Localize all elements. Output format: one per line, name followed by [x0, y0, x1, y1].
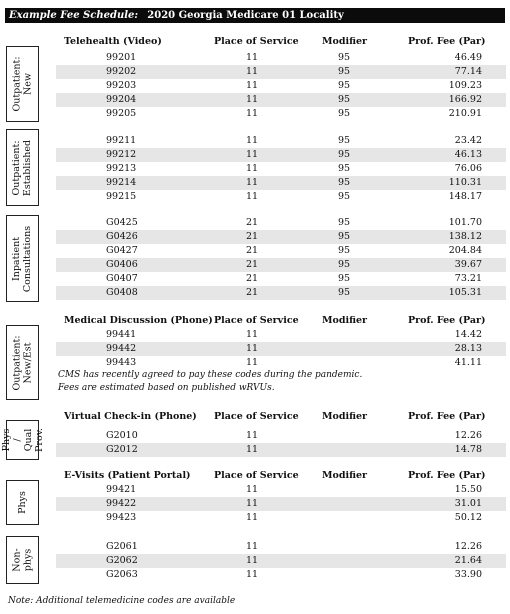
cell-place-of-service: 11 [246, 484, 259, 495]
col-header-modifier: Modifier [322, 36, 368, 47]
cell-place-of-service: 11 [246, 177, 259, 188]
cell-fee: 28.13 [454, 343, 482, 354]
table-row [56, 244, 506, 258]
cell-code: G2061 [106, 541, 138, 552]
cell-code: 99421 [106, 484, 137, 495]
side-label-line: Outpatient: [11, 334, 23, 391]
cell-fee: 15.50 [454, 484, 482, 495]
cell-fee: 14.78 [454, 444, 482, 455]
table-row [56, 79, 506, 93]
cell-fee: 39.67 [454, 259, 482, 270]
cell-code: 99422 [106, 498, 137, 509]
table-row [56, 65, 506, 79]
cell-place-of-service: 11 [246, 135, 259, 146]
title-bar [5, 8, 505, 23]
title-italic: Example Fee Schedule: [9, 10, 139, 21]
cell-fee: 31.01 [454, 498, 482, 509]
cell-code: 99212 [106, 149, 137, 160]
table-row [56, 483, 506, 497]
title-main: 2020 Georgia Medicare 01 Locality [147, 10, 344, 21]
table-row [56, 328, 506, 342]
cell-fee: 21.64 [454, 555, 482, 566]
cell-code: 99214 [106, 177, 137, 188]
section-side-label [6, 536, 39, 584]
cell-code: 99211 [106, 135, 137, 146]
cell-place-of-service: 11 [246, 498, 259, 509]
table-row [56, 554, 506, 568]
cell-fee: 110.31 [448, 177, 482, 188]
cell-place-of-service: 11 [246, 569, 259, 580]
cell-place-of-service: 11 [246, 163, 259, 174]
col-header-fee: Prof. Fee (Par) [408, 411, 486, 422]
table-row [56, 258, 506, 272]
cell-fee: 46.13 [454, 149, 482, 160]
cell-modifier: 95 [338, 217, 351, 228]
cell-code: 99204 [106, 94, 137, 105]
table-row [56, 497, 506, 511]
section-side-text [12, 335, 34, 390]
section-note: CMS has recently agreed to pay these codes during the pandemic. [58, 370, 363, 380]
section-side-text [17, 491, 28, 514]
table-row [56, 272, 506, 286]
section-side-label [6, 480, 39, 525]
table-row [56, 148, 506, 162]
cell-code: 99443 [106, 357, 137, 368]
col-header-place-of-service: Place of Service [214, 470, 299, 481]
cell-place-of-service: 21 [246, 273, 259, 284]
side-label-line: Established [22, 139, 34, 196]
side-label-line: / [11, 438, 23, 442]
table-row [56, 511, 506, 525]
col-header-code: E-Visits (Patient Portal) [64, 470, 191, 481]
cell-fee: 33.90 [454, 569, 482, 580]
col-header-code: Medical Discussion (Phone) [64, 315, 213, 326]
cell-fee: 12.26 [454, 430, 482, 441]
cell-code: G2063 [106, 569, 138, 580]
cell-modifier: 95 [338, 66, 351, 77]
cell-modifier: 95 [338, 287, 351, 298]
side-label-line: New/Est [22, 342, 34, 383]
cell-fee: 73.21 [454, 273, 482, 284]
col-header-place-of-service: Place of Service [214, 411, 299, 422]
side-label-line: Qual [22, 428, 34, 452]
cell-place-of-service: 21 [246, 231, 259, 242]
col-header-fee: Prof. Fee (Par) [408, 36, 486, 47]
table-row [56, 342, 506, 356]
cell-fee: 46.49 [454, 52, 482, 63]
cell-place-of-service: 11 [246, 108, 259, 119]
table-row [56, 286, 506, 300]
section-side-text [12, 548, 34, 571]
cell-modifier: 95 [338, 135, 351, 146]
table-row [56, 176, 506, 190]
cell-place-of-service: 11 [246, 555, 259, 566]
cell-code: 99213 [106, 163, 137, 174]
cell-fee: 105.31 [448, 287, 482, 298]
cell-modifier: 95 [338, 245, 351, 256]
cell-fee: 12.26 [454, 541, 482, 552]
cell-fee: 101.70 [448, 217, 482, 228]
cell-modifier: 95 [338, 94, 351, 105]
cell-fee: 109.23 [448, 80, 482, 91]
section-side-text [12, 56, 34, 111]
cell-modifier: 95 [338, 259, 351, 270]
cell-fee: 23.42 [454, 135, 482, 146]
cell-code: G2010 [106, 430, 138, 441]
side-label-line: Inpatient [11, 236, 23, 281]
cell-code: 99203 [106, 80, 137, 91]
cell-modifier: 95 [338, 191, 351, 202]
cell-code: G2062 [106, 555, 138, 566]
side-label-line: Outpatient: [11, 139, 23, 196]
cell-code: 99202 [106, 66, 137, 77]
side-label-line: Non- [11, 548, 23, 572]
col-header-modifier: Modifier [322, 411, 368, 422]
cell-place-of-service: 11 [246, 149, 259, 160]
table-row [56, 216, 506, 230]
col-header-code: Telehealth (Video) [64, 36, 162, 47]
cell-place-of-service: 11 [246, 430, 259, 441]
cell-code: 99441 [106, 329, 137, 340]
cell-fee: 76.06 [454, 163, 482, 174]
col-header-place-of-service: Place of Service [214, 315, 299, 326]
table-row [56, 356, 506, 370]
col-header-code: Virtual Check-in (Phone) [64, 411, 197, 422]
side-label-line: phys [22, 548, 34, 572]
table-row [56, 443, 506, 457]
col-header-modifier: Modifier [322, 315, 368, 326]
table-row [56, 93, 506, 107]
side-label-line: Prov. [33, 428, 45, 452]
cell-fee: 148.17 [448, 191, 482, 202]
footer-note: Note: Additional telemedicine codes are available [8, 596, 236, 606]
table-row [56, 568, 506, 582]
cell-place-of-service: 11 [246, 329, 259, 340]
cell-place-of-service: 11 [246, 52, 259, 63]
section-side-text [0, 428, 44, 452]
side-label-line: New [22, 72, 34, 96]
cell-fee: 77.14 [454, 66, 482, 77]
cell-code: 99201 [106, 52, 137, 63]
cell-modifier: 95 [338, 231, 351, 242]
table-row [56, 230, 506, 244]
section-side-text [12, 225, 34, 291]
cell-place-of-service: 11 [246, 444, 259, 455]
section-side-label [6, 325, 39, 400]
cell-code: G2012 [106, 444, 138, 455]
col-header-fee: Prof. Fee (Par) [408, 315, 486, 326]
side-label-line: Phys [16, 491, 28, 514]
col-header-fee: Prof. Fee (Par) [408, 470, 486, 481]
cell-code: G0425 [106, 217, 138, 228]
table-row [56, 134, 506, 148]
cell-place-of-service: 11 [246, 512, 259, 523]
table-row [56, 540, 506, 554]
cell-place-of-service: 21 [246, 287, 259, 298]
side-label-line: Phys [0, 428, 12, 452]
cell-place-of-service: 21 [246, 259, 259, 270]
cell-code: G0408 [106, 287, 138, 298]
cell-fee: 41.11 [454, 357, 482, 368]
side-label-line: Outpatient: [11, 56, 23, 112]
cell-place-of-service: 11 [246, 191, 259, 202]
cell-modifier: 95 [338, 52, 351, 63]
cell-fee: 204.84 [448, 245, 482, 256]
cell-fee: 138.12 [448, 231, 482, 242]
section-side-label [0, 420, 45, 460]
cell-fee: 166.92 [448, 94, 482, 105]
cell-place-of-service: 11 [246, 80, 259, 91]
cell-code: G0406 [106, 259, 138, 270]
table-row [56, 162, 506, 176]
cell-code: 99442 [106, 343, 137, 354]
cell-place-of-service: 11 [246, 94, 259, 105]
cell-code: G0407 [106, 273, 138, 284]
cell-modifier: 95 [338, 163, 351, 174]
cell-place-of-service: 21 [246, 217, 259, 228]
cell-place-of-service: 11 [246, 343, 259, 354]
col-header-modifier: Modifier [322, 470, 368, 481]
cell-code: 99215 [106, 191, 137, 202]
cell-place-of-service: 11 [246, 66, 259, 77]
table-row [56, 190, 506, 204]
side-label-line: Consultations [22, 225, 34, 292]
section-note: Fees are estimated based on published wRVUs. [58, 383, 275, 393]
cell-modifier: 95 [338, 273, 351, 284]
section-side-label [6, 215, 39, 302]
cell-code: 99423 [106, 512, 137, 523]
cell-fee: 14.42 [454, 329, 482, 340]
section-side-text [12, 139, 34, 195]
table-row [56, 429, 506, 443]
cell-fee: 210.91 [448, 108, 482, 119]
cell-fee: 50.12 [454, 512, 482, 523]
cell-modifier: 95 [338, 177, 351, 188]
cell-modifier: 95 [338, 80, 351, 91]
cell-place-of-service: 21 [246, 245, 259, 256]
cell-code: 99205 [106, 108, 137, 119]
cell-code: G0426 [106, 231, 138, 242]
col-header-place-of-service: Place of Service [214, 36, 299, 47]
cell-modifier: 95 [338, 108, 351, 119]
cell-code: G0427 [106, 245, 138, 256]
cell-place-of-service: 11 [246, 357, 259, 368]
cell-place-of-service: 11 [246, 541, 259, 552]
cell-modifier: 95 [338, 149, 351, 160]
section-side-label [6, 129, 39, 206]
table-row [56, 51, 506, 65]
section-side-label [6, 46, 39, 122]
table-row [56, 107, 506, 121]
